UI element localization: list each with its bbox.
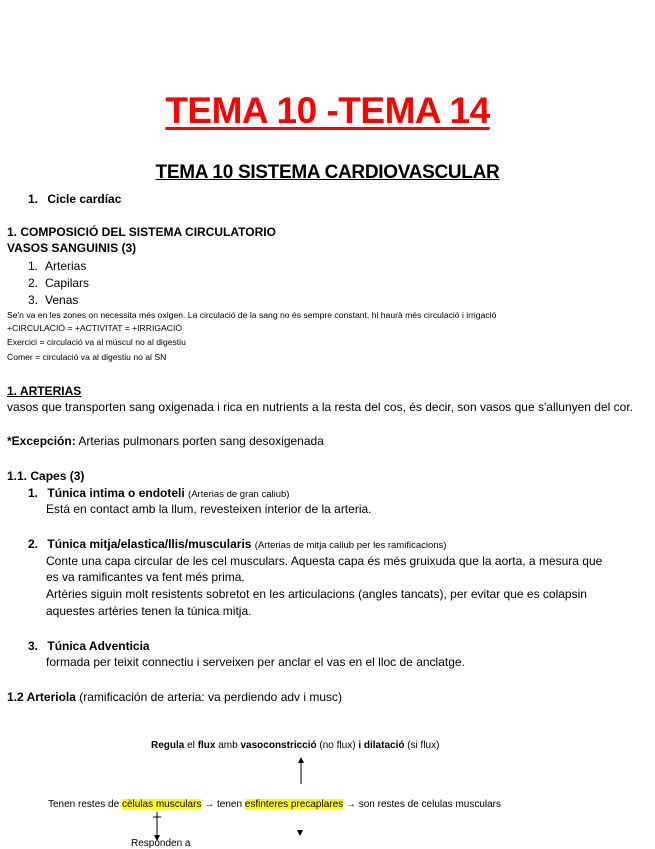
diagram-bottom-label: Responden a [131,838,191,849]
diagram-top-label: Regula el flux amb vasoconstricció (no flux) i dilatació (si flux) [151,740,440,751]
capa-text: formada per teixit connectiu i serveixen per anclar el vas en el lloc de anclatge. [46,655,465,669]
vasos-item: 2. Capilars [28,276,90,290]
arterias-description: vasos que transporten sang oxigenada i rica en nutrients a la resta del cos, és decir, son vasos que s'allunyen del cor. [7,400,633,414]
list-number: 1. [28,192,39,206]
note-line: Se'n va en les zones on necessita més oxigen. La circulació de la sang no és sempre constant, hi haurà més circulació i irrigació [7,310,497,320]
capa-item: 3. Túnica Adventicia [28,639,150,653]
diagram-row: Tenen restes de cèlulas musculars → tenen esfinteres precaplares → son restes de celulas musculars [48,799,502,810]
vasos-item: 1. Arterias [28,259,87,273]
arterias-exception: *Excepción: Arterias pulmonars porten sang desoxigenada [7,434,324,448]
note-line: Exercici = circulació va al múscul no al digestiu [7,337,186,347]
subtitle: TEMA 10 SISTEMA CARDIOVASCULAR [155,162,500,183]
capa-item: 2. Túnica mitja/elastica/llis/muscularis (Arterias de mitja caliub per les ramificacions) [28,537,447,551]
vasos-heading: VASOS SANGUINIS (3) [7,241,137,255]
capa-text: Artèries siguin molt resistents sobretot en les articulacions (angles tancats), per evitar que es colapsin [46,587,587,601]
capa-text: aquestes artèries tenen la túnica mitja. [46,604,252,618]
capa-item: 1. Túnica intima o endoteli (Arterias de gran caliub) [28,486,290,500]
capa-text: Está en contact amb la llum, revesteixen interior de la arteria. [46,502,372,516]
vasos-item: 3. Venas [28,293,79,307]
arrow-down-small-icon [296,828,304,838]
note-line: +CIRCULACIÓ = +ACTIVITAT = +IRRIGACIÓ [7,323,183,333]
first-list-item [28,191,121,207]
list-label: Cicle cardíac [47,192,122,206]
arterias-heading: 1. ARTERIAS [7,384,82,398]
capa-text: es va ramificantes va fent més prima. [46,570,245,584]
arteriola-line: 1.2 Arteriola (ramificación de arteria: va perdiendo adv i musc) [7,690,343,704]
section-heading-composicio: 1. COMPOSICIÓ DEL SISTEMA CIRCULATORIO [7,225,276,239]
capes-heading: 1.1. Capes (3) [7,469,85,483]
note-line: Comer = circulació va al digestiu no al SN [7,352,167,362]
capa-text: Conte una capa circular de les cel musculars. Aquesta capa és més gruixuda que la aorta, a mesura que [46,554,603,568]
main-title: TEMA 10 -TEMA 14 [165,90,490,131]
arrow-up-icon [296,757,306,785]
